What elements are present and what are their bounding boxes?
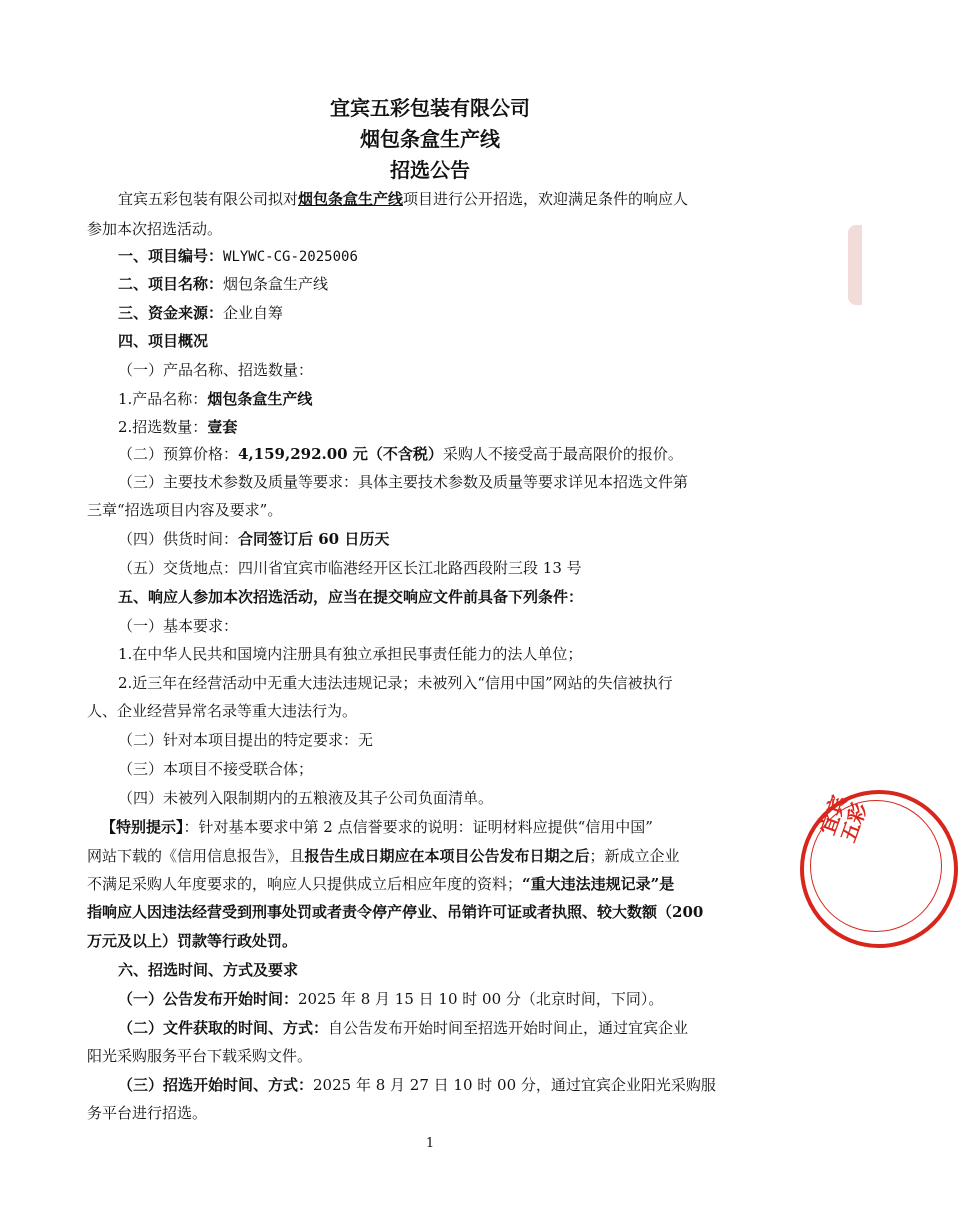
notice-text-3a: 不满足采购人年度要求的，响应人只提供成立后相应年度的资料； xyxy=(87,875,523,893)
notice-line-1 xyxy=(101,812,653,842)
intro-line-1 xyxy=(118,184,688,214)
quantity-item-label: 2.招选数量： xyxy=(118,418,208,436)
selection-time-label: （三）招选开始时间、方式： xyxy=(118,1076,314,1094)
budget-price xyxy=(118,439,683,469)
notice-line-3 xyxy=(87,869,674,899)
notice-text-1: ：针对基本要求中第 2 点信誉要求的说明：证明材料应提供“信用中国” xyxy=(183,818,653,836)
budget-price-note: 采购人不接受高于最高限价的报价。 xyxy=(442,445,683,463)
notice-text-2a: 网站下载的《信用信息报告》，且 xyxy=(87,847,305,865)
intro-suffix: 项目进行公开招选，欢迎满足条件的响应人 xyxy=(403,190,689,208)
project-name-value: 烟包条盒生产线 xyxy=(223,275,329,293)
file-access-label: （二）文件获取的时间、方式： xyxy=(118,1019,329,1037)
selection-time-value: 2025 年 8 月 27 日 10 时 00 分，通过宜宾企业阳光采购服 xyxy=(313,1076,716,1094)
project-name xyxy=(118,269,328,299)
file-access-line-1 xyxy=(118,1013,688,1043)
edge-stamp-mark xyxy=(848,225,862,305)
project-number xyxy=(118,241,358,272)
overview-sub1: （一）产品名称、招选数量： xyxy=(118,361,314,379)
selection-time-line-2: 务平台进行招选。 xyxy=(87,1104,208,1122)
requirement-1: 1.在中华人民共和国境内注册具有独立承担民事责任能力的法人单位； xyxy=(118,645,583,663)
document-title: 招选公告 xyxy=(390,158,470,182)
budget-price-value: 4,159,292.00 元（不含税） xyxy=(238,445,443,463)
company-title: 宜宾五彩包装有限公司 xyxy=(330,96,530,120)
conditions-heading: 五、响应人参加本次招选活动，应当在提交响应文件前具备下列条件： xyxy=(118,588,584,606)
intro-project: 烟包条盒生产线 xyxy=(298,190,404,208)
company-seal-text: 宜宾五彩 xyxy=(815,792,872,846)
tech-requirements-line-1: （三）主要技术参数及质量等要求：具体主要技术参数及质量等要求详见本招选文件第 xyxy=(118,473,689,491)
tech-requirements-line-2: 三章“招选项目内容及要求”。 xyxy=(87,501,283,519)
requirement-2-line-1: 2.近三年在经营活动中无重大违法违规记录；未被列入“信用中国”网站的失信被执行 xyxy=(118,674,673,692)
requirement-2-line-2: 人、企业经营异常名录等重大违法行为。 xyxy=(87,702,358,720)
product-name-item-value: 烟包条盒生产线 xyxy=(207,390,313,408)
fund-source-label: 三、资金来源： xyxy=(118,304,224,322)
file-access-line-2: 阳光采购服务平台下载采购文件。 xyxy=(87,1047,313,1065)
delivery-time-value: 合同签订后 60 日历天 xyxy=(238,530,390,548)
project-name-label: 二、项目名称： xyxy=(118,275,224,293)
special-requirements: （二）针对本项目提出的特定要求：无 xyxy=(118,731,374,749)
product-name-item-label: 1.产品名称： xyxy=(118,390,208,408)
project-number-label: 一、项目编号： xyxy=(118,247,224,265)
notice-line-4: 指响应人因违法经营受到刑事处罚或者责令停产停业、吊销许可证或者执照、较大数额（200 xyxy=(87,903,704,921)
notice-text-2c: ；新成立企业 xyxy=(589,847,680,865)
selection-time-line-1 xyxy=(118,1070,716,1100)
fund-source xyxy=(118,298,283,328)
product-title: 烟包条盒生产线 xyxy=(360,127,500,151)
intro-line-2: 参加本次招选活动。 xyxy=(87,220,223,238)
delivery-place: （五）交货地点：四川省宜宾市临港经开区长江北路西段附三段 13 号 xyxy=(118,559,582,577)
intro-prefix: 宜宾五彩包装有限公司拟对 xyxy=(118,190,299,208)
publish-time-value: 2025 年 8 月 15 日 10 时 00 分（北京时间，下同）。 xyxy=(298,990,664,1008)
quantity-item xyxy=(118,412,237,442)
product-name-item xyxy=(118,384,312,414)
schedule-heading: 六、招选时间、方式及要求 xyxy=(118,961,299,979)
publish-time-label: （一）公告发布开始时间： xyxy=(118,990,299,1008)
budget-price-label: （二）预算价格： xyxy=(118,445,239,463)
page-number: 1 xyxy=(425,1136,435,1151)
notice-text-3b: “重大违法违规记录”是 xyxy=(522,875,675,893)
overview-heading: 四、项目概况 xyxy=(118,332,209,350)
negative-list: （四）未被列入限制期内的五粮液及其子公司负面清单。 xyxy=(118,789,494,807)
no-consortium: （三）本项目不接受联合体； xyxy=(118,760,314,778)
quantity-item-value: 壹套 xyxy=(207,418,238,436)
delivery-time xyxy=(118,524,389,554)
notice-line-5: 万元及以上）罚款等行政处罚。 xyxy=(87,932,298,950)
project-number-value: WLYWC-CG-2025006 xyxy=(223,249,358,265)
notice-line-2 xyxy=(87,841,680,871)
fund-source-value: 企业自筹 xyxy=(223,304,284,322)
notice-label: 【特别提示】 xyxy=(101,818,184,836)
publish-time xyxy=(118,984,663,1014)
notice-text-2b: 报告生成日期应在本项目公告发布日期之后 xyxy=(304,847,590,865)
file-access-value: 自公告发布开始时间至招选开始时间止，通过宜宾企业 xyxy=(328,1019,689,1037)
basic-requirements: （一）基本要求： xyxy=(118,617,239,635)
delivery-time-label: （四）供货时间： xyxy=(118,530,239,548)
